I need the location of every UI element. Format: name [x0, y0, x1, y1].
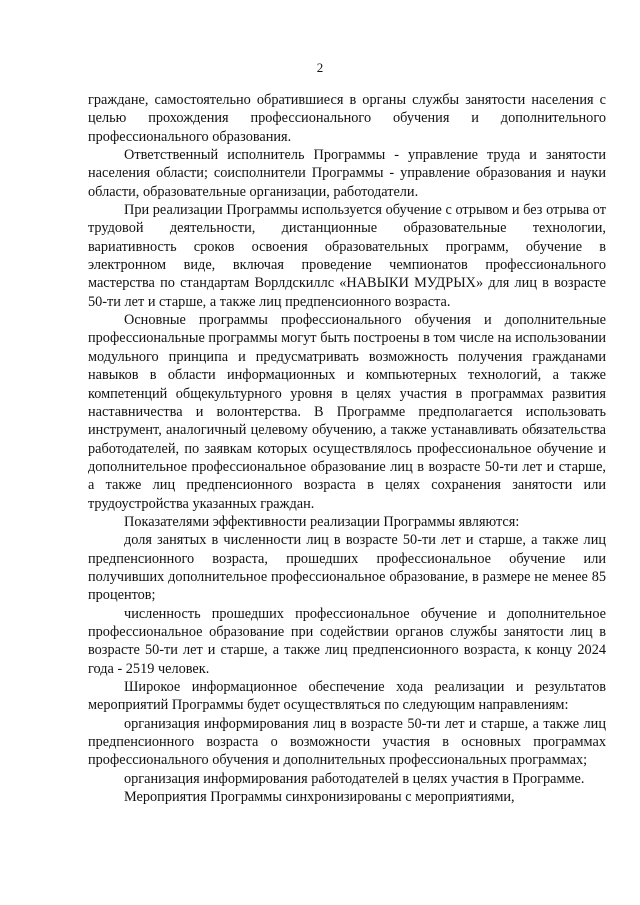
paragraph: доля занятых в численности лиц в возрасте 50-ти лет и старше, а также лиц предпенсионного возраста, прошедших профессиональное обучение или получивших дополнительное профессиональное образование, в размере не менее 85 процентов;: [88, 532, 606, 604]
paragraph: организация информирования лиц в возрасте 50-ти лет и старше, а также лиц предпенсионного возраста о возможности участия в основных программах профессионального обучения и дополнительных профессиональных программах;: [88, 715, 606, 769]
paragraph: Показателями эффективности реализации Программы являются:: [124, 513, 520, 530]
paragraph: Мероприятия Программы синхронизированы с мероприятиями,: [124, 789, 515, 806]
paragraph: Основные программы профессионального обучения и дополнительные профессиональные программы могут быть построены в том числе на использовании модульного принципа и предусматривать возможность получения гражданами навыков в области информационных и компьютерных технологий, а также компетенций общекультурного уровня в целях участия в программах развития наставничества и волонтерства. В Программе предполагается использовать инструмент, аналогичный целевому обучению, а также устанавливать обязательства работодателей, по заявкам которых осуществлялось профессиональное обучение и дополнительное профессиональное образование лиц в возрасте 50-ти лет и старше, а также лиц предпенсионного возраста в целях сохранения занятости или трудоустройства указанных граждан.: [88, 312, 606, 512]
paragraph: При реализации Программы используется обучение с отрывом и без отрыва от трудовой деятельности, дистанционные образовательные технологии, вариативность сроков освоения образовательных программ, обучение в электронном виде, включая проведение чемпионатов профессионального мастерства по стандартам Ворлдскиллс «НАВЫКИ МУДРЫХ» для лиц в возрасте 50-ти лет и старше, а также лиц предпенсионного возраста.: [88, 202, 606, 310]
paragraph: граждане, самостоятельно обратившиеся в органы службы занятости населения с целью прохождения профессионального обучения и дополнительного профессионального образования.: [88, 92, 606, 145]
page-number: 2: [316, 60, 324, 75]
document-body: [88, 91, 606, 806]
paragraph: организация информирования работодателей в целях участия в Программе.: [124, 770, 585, 787]
paragraph: Ответственный исполнитель Программы - управление труда и занятости населения области; соисполнители Программы - управление образования и науки области, образовательные организации, работодатели.: [88, 147, 606, 200]
paragraph: численность прошедших профессиональное обучение и дополнительное профессиональное образование при содействии органов службы занятости лиц в возрасте 50-ти лет и старше, а также лиц предпенсионного возраста, к концу 2024 года - 2519 человек.: [88, 605, 606, 677]
paragraph: Широкое информационное обеспечение хода реализации и результатов мероприятий Программы будет осуществляться по следующим направлениям:: [88, 679, 606, 714]
